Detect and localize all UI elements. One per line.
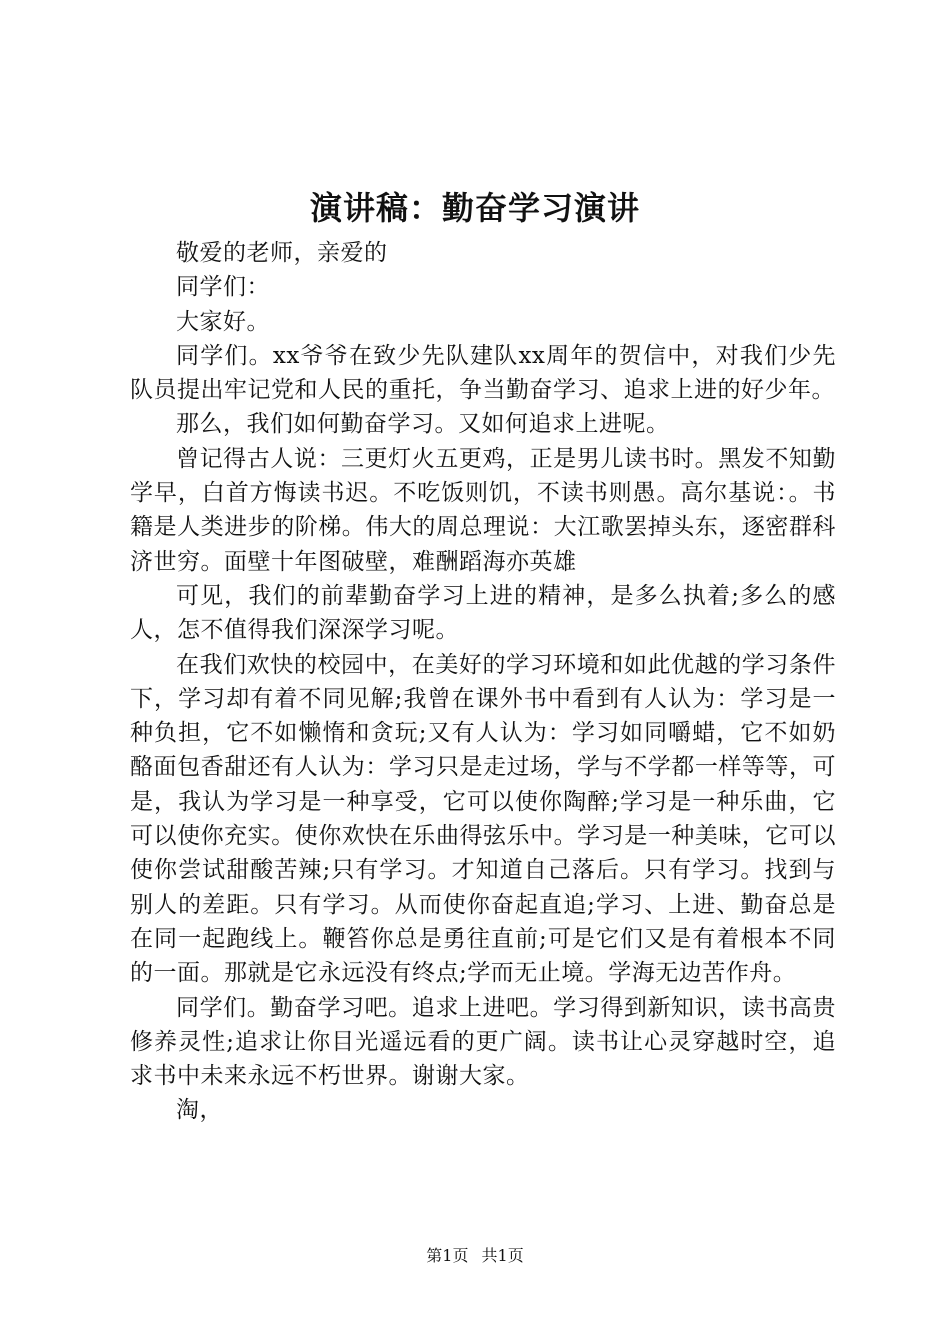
paragraph: 在我们欢快的校园中，在美好的学习环境和如此优越的学习条件下，学习却有着不同见解;我曾在课外书中看到有人认为：学习是一种负担，它不如懒惰和贪玩;又有人认为：学习如同嚼蜡，它不如奶酪面包香甜还有人认为：学习只是走过场，学与不学都一样等等，可是，我认为学习是一种享受，它可以使你陶醉;学习是一种乐曲，它可以使你充实。使你欢快在乐曲得弦乐中。学习是一种美味，它可以使你尝试甜酸苦辣;只有学习。才知道自己落后。只有学习。找到与别人的差距。只有学习。从而使你奋起直追;学习、上进、勤奋总是在同一起跑线上。鞭笞你总是勇往直前;可是它们又是有着根本不同的一面。那就是它永远没有终点;学而无止境。学海无边苦作舟。: [130, 651, 836, 987]
paragraph: 同学们。xx爷爷在致少先队建队xx周年的贺信中，对我们少先队员提出牢记党和人民的重托，争当勤奋学习、追求上进的好少年。: [130, 342, 836, 404]
page-number: 第1页: [426, 1246, 469, 1265]
paragraph: 同学们。勤奋学习吧。追求上进吧。学习得到新知识，读书高贵修养灵性;追求让你目光遥远看的更广阔。读书让心灵穿越时空，追求书中未来永远不朽世界。谢谢大家。: [130, 994, 836, 1090]
paragraph: 可见，我们的前辈勤奋学习上进的精神，是多么执着;多么的感人，怎不值得我们深深学习呢。: [130, 582, 836, 644]
page-title: 演讲稿：勤奋学习演讲: [309, 189, 640, 227]
paragraph: 大家好。: [176, 308, 270, 335]
paragraph: 曾记得古人说：三更灯火五更鸡，正是男儿读书时。黑发不知勤学早，白首方悔读书迟。不吃饭则饥，不读书则愚。高尔基说：。书籍是人类进步的阶梯。伟大的周总理说：大江歌罢掉头东，逐密群科济世穷。面壁十年图破壁，难酬蹈海亦英雄: [130, 445, 836, 575]
paragraph: 敬爱的老师，亲爱的: [176, 240, 388, 266]
page-footer: [0, 1245, 950, 1267]
paragraph: 淘，: [176, 1097, 223, 1124]
document-body: [130, 236, 836, 1128]
paragraph: 那么，我们如何勤奋学习。又如何追求上进呢。: [176, 411, 670, 438]
page-total: 共1页: [481, 1246, 524, 1265]
paragraph: 同学们：: [176, 274, 270, 301]
